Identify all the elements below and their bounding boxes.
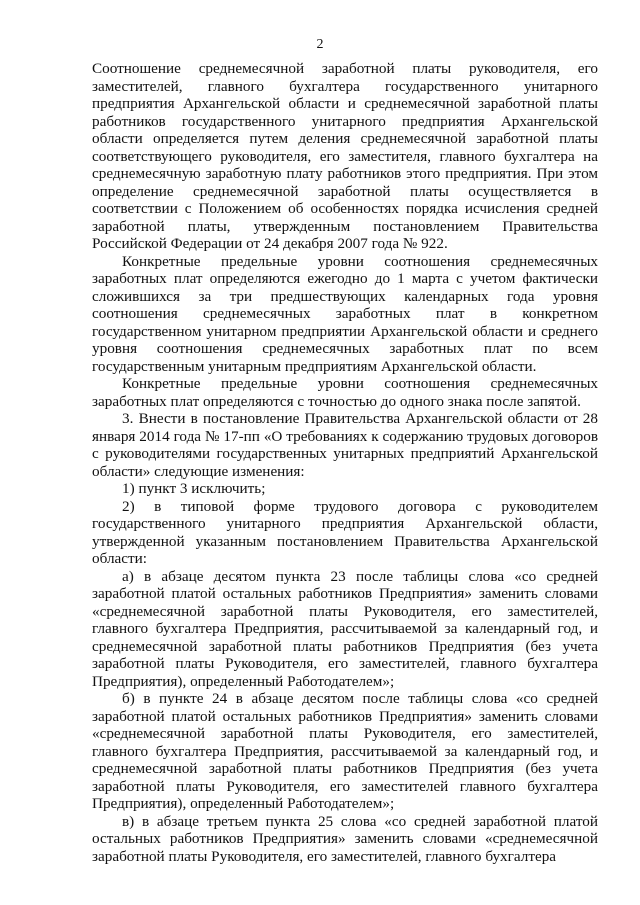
paragraph-limit-levels-precision: Конкретные предельные уровни соотношения среднемесячных заработных плат определяются с точностью до одного знака после запятой.: [92, 375, 598, 410]
paragraph-limit-levels-annual: Конкретные предельные уровни соотношения среднемесячных заработных плат определяются ежегодно до 1 марта с учетом фактически сложившихся за три предшествующих календарных года уровня соотношения среднемесячных заработных плат в конкретном государственном унитарном предприятии Архангельской области и среднего уровня соотношения среднемесячных заработных плат по всем государственным унитарным предприятиям Архангельской области.: [92, 252, 598, 375]
paragraph-subitem-a: а) в абзаце десятом пункта 23 после таблицы слова «со средней заработной платой остальных работников Предприятия» заменить словами «среднемесячной заработной платы Руководителя, его заместителей, главного бухгалтера Предприятия, рассчитываемой за календарный год, и среднемесячной заработной платы работников Предприятия (без учета заработной платы Руководителя, его заместителей, главного бухгалтера Предприятия), определенный Работодателем»;: [92, 567, 598, 690]
paragraph-subitem-2: 2) в типовой форме трудового договора с руководителем государственного унитарного предприятия Архангельской области, утвержденной указанным постановлением Правительства Архангельской области:: [92, 497, 598, 567]
paragraph-subitem-b: б) в пункте 24 в абзаце десятом после таблицы слова «со средней заработной платой остальных работников Предприятия» заменить словами «среднемесячной заработной платы Руководителя, его заместителей, главного бухгалтера Предприятия, рассчитываемой за календарный год, и среднемесячной заработной платы работников Предприятия (без учета заработной платы Руководителя, его заместителей главного бухгалтера Предприятия), определенный Работодателем»;: [92, 690, 598, 812]
document-body: [92, 60, 598, 865]
paragraph-salary-ratio-definition: Соотношение среднемесячной заработной платы руководителя, его заместителей, главного бухгалтера государственного унитарного предприятия Архангельской области и среднемесячной заработной платы работников государственного унитарного предприятия Архангельской области определяется путем деления среднемесячной заработной платы соответствующего руководителя, его заместителя, главного бухгалтера на среднемесячную заработную плату работников этого предприятия. При этом определение среднемесячной заработной платы осуществляется в соответствии с Положением об особенностях порядка исчисления средней заработной платы, утвержденным постановлением Правительства Российской Федерации от 24 декабря 2007 года № 922.: [92, 60, 598, 252]
page-number: 2: [316, 37, 324, 52]
paragraph-subitem-1: 1) пункт 3 исключить;: [122, 480, 266, 497]
paragraph-subitem-v: в) в абзаце третьем пункта 25 слова «со средней заработной платой остальных работников Предприятия» заменить словами «среднемесячной заработной платы Руководителя, его заместителей, главного бухгалтера: [92, 812, 598, 865]
paragraph-item-3-amendments: 3. Внести в постановление Правительства Архангельской области от 28 января 2014 года № 17-пп «О требованиях к содержанию трудовых договоров с руководителями государственных унитарных предприятий Архангельской области» следующие изменения:: [92, 410, 598, 480]
